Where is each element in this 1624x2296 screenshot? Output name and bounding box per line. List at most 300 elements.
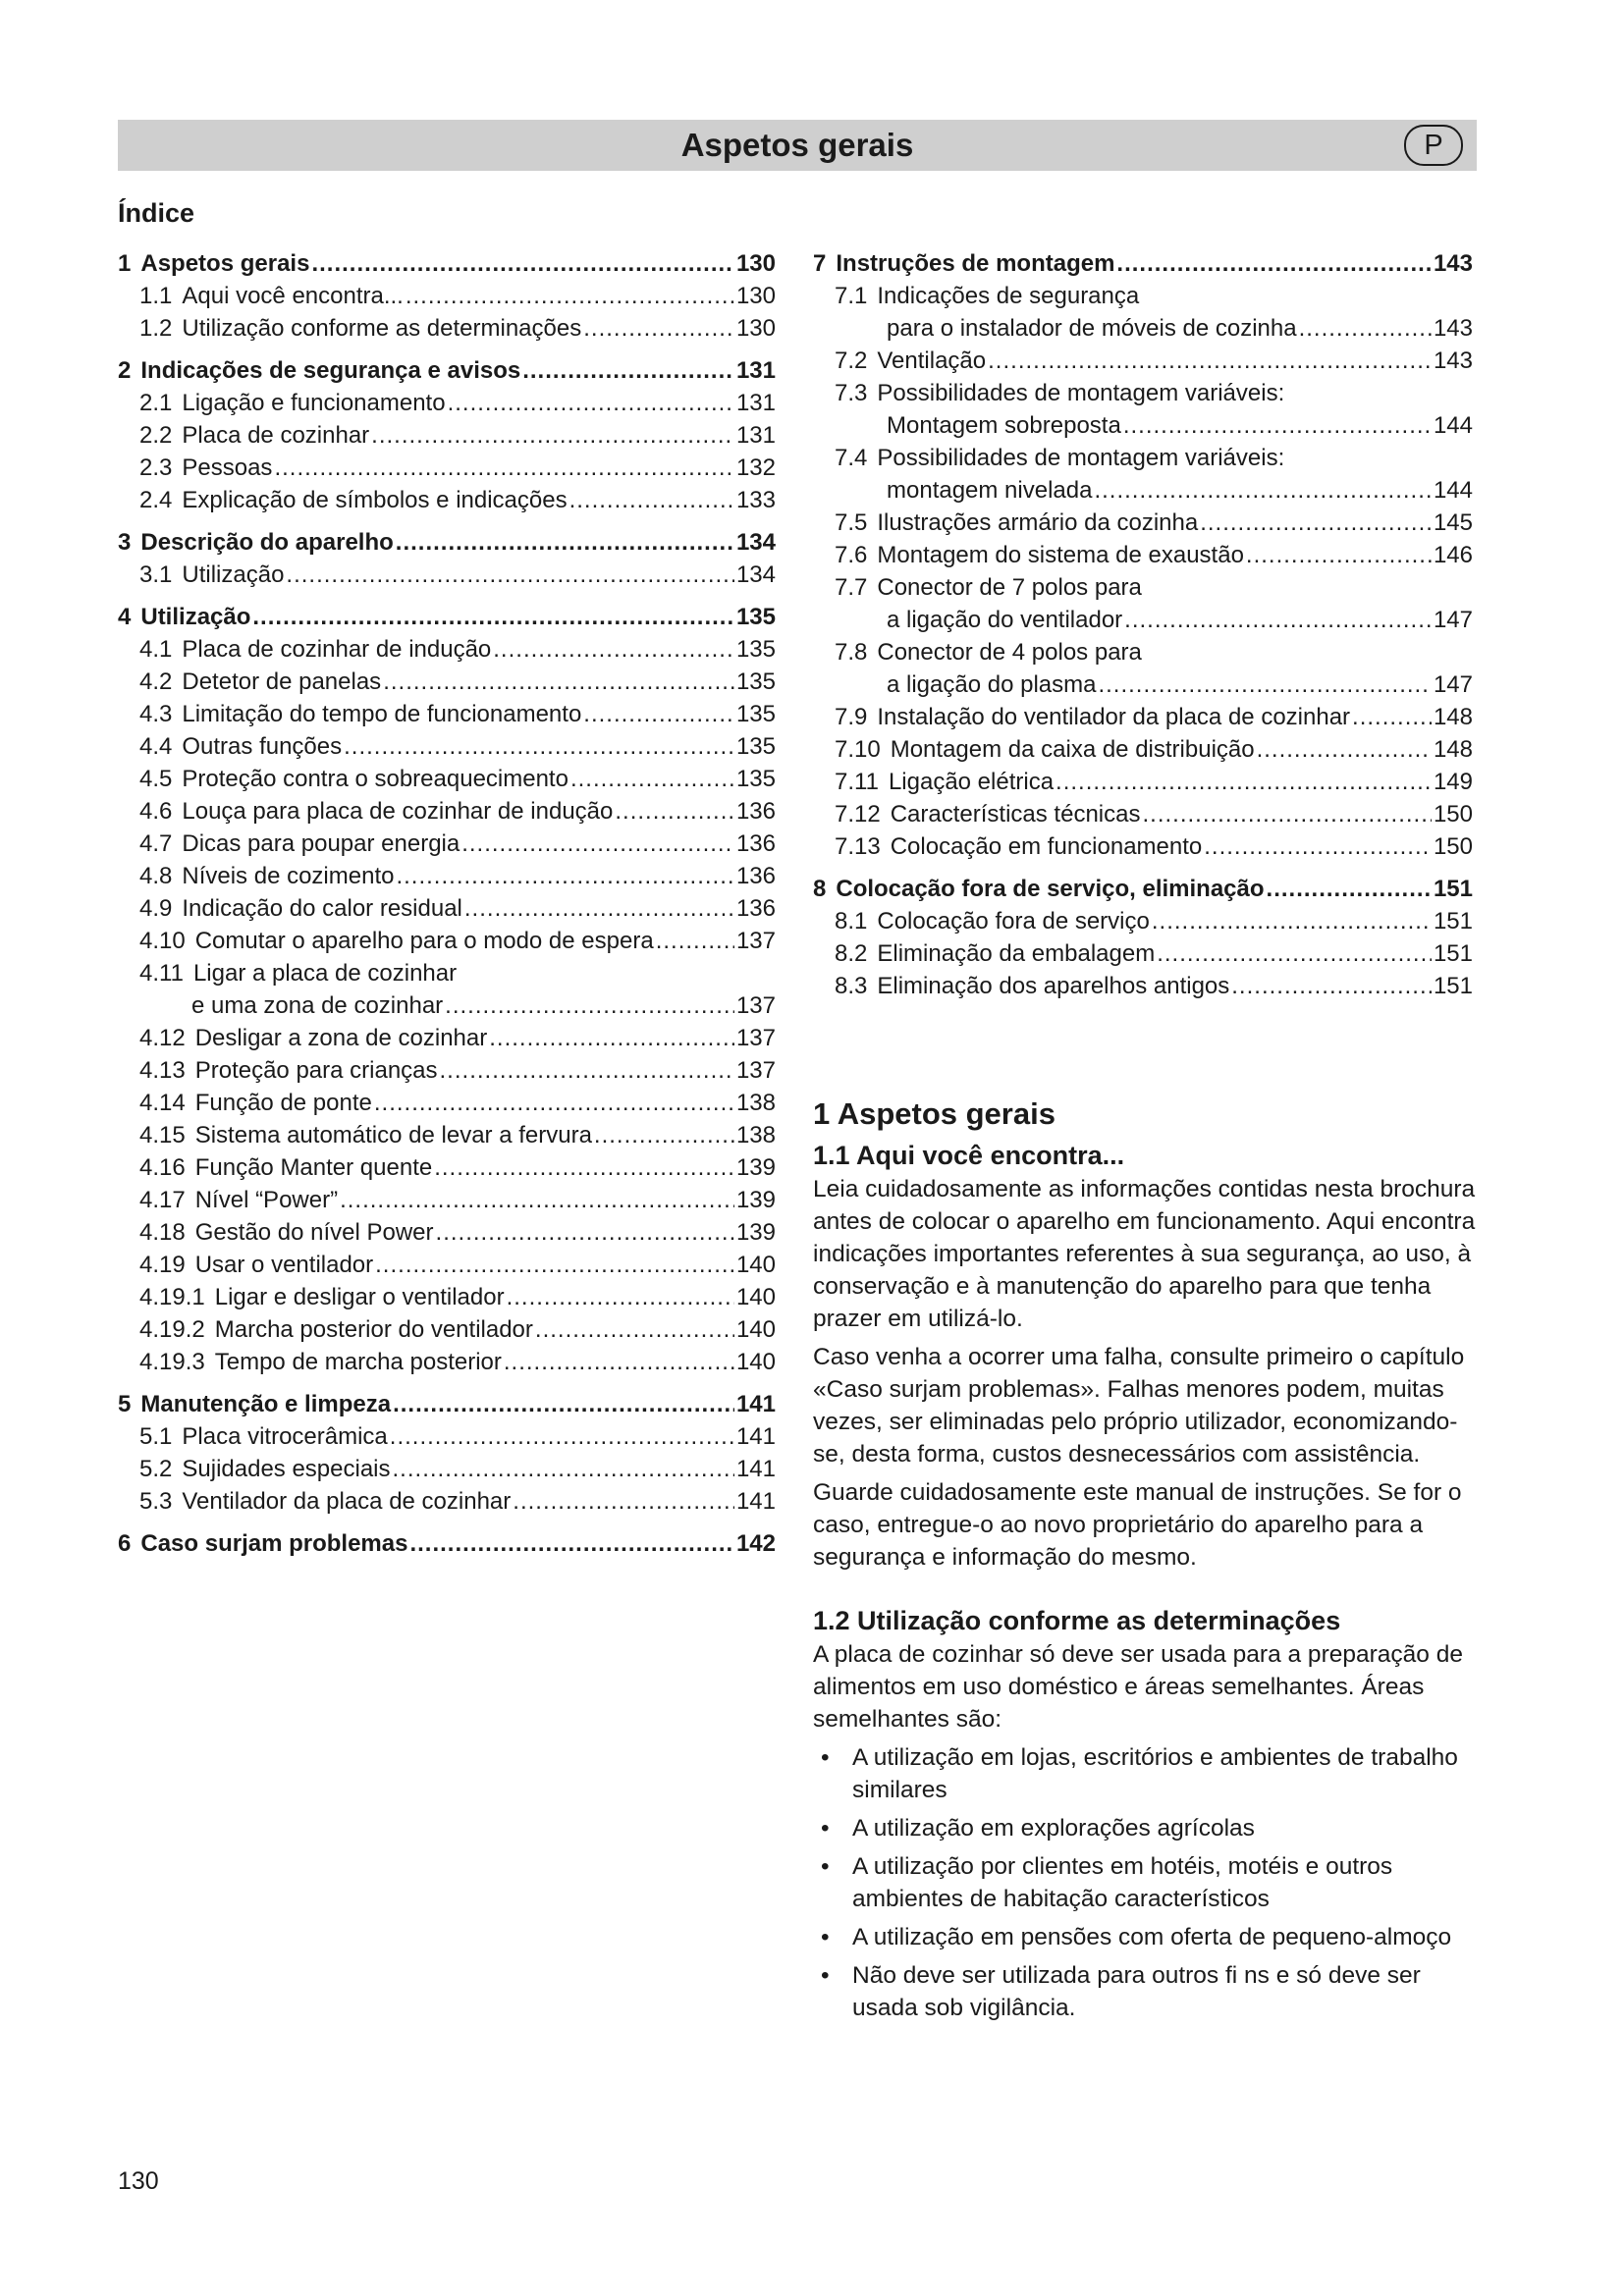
toc-number: 2.1 [139,390,173,416]
toc-entry[interactable] [118,526,776,559]
toc-label: Placa de cozinhar de indução [182,636,492,663]
toc-number: 4.5 [139,766,173,792]
toc-entry[interactable] [813,970,1473,1002]
toc-page: 141 [735,1423,776,1450]
toc-page: 130 [735,315,776,342]
toc-page: 148 [1433,704,1473,730]
toc-label: Indicações de segurança e avisos [140,357,521,384]
toc-number: 3.1 [139,561,173,588]
toc-number: 7.8 [835,639,868,666]
toc-entry[interactable] [118,559,776,591]
toc-number: 4.2 [139,668,173,695]
toc-label: Utilização [140,604,251,630]
toc-page: 143 [1433,250,1473,277]
toc-leader [436,1216,734,1249]
toc-label: Função Manter quente [194,1154,433,1181]
toc-number: 7.11 [835,769,879,795]
toc-leader [504,1346,734,1378]
toc-label: Indicação do calor residual [182,895,462,922]
toc-label: Tempo de marcha posterior [214,1349,502,1375]
toc-number: 8.2 [835,940,868,967]
toc-label: Conector de 4 polos para [877,639,1142,666]
toc-leader [396,526,734,559]
toc-number: 4.16 [139,1154,186,1181]
toc-number: 4.9 [139,895,173,922]
toc-leader [513,1485,734,1518]
toc-leader [1200,507,1432,539]
toc-page: 144 [1433,412,1473,439]
bullet-list [813,1741,1481,2024]
toc-leader [522,354,734,387]
toc-label: Ligação e funcionamento [182,390,446,416]
toc-label: Ligação elétrica [888,769,1055,795]
toc-entry-continuation[interactable] [813,668,1473,701]
toc-entry[interactable] [118,633,776,666]
toc-number: 4.19.3 [139,1349,205,1375]
toc-label: Usar o ventilador [194,1252,374,1278]
toc-page: 135 [735,701,776,727]
toc-entry[interactable] [118,1485,776,1518]
toc-label: Conector de 7 polos para [877,574,1142,601]
paragraph: Guarde cuidadosamente este manual de instruções. Se for o caso, entregue-o ao novo proprietário do aparelho para a segurança e informação do mesmo. [813,1479,1462,1571]
toc-label: Indicações de segurança [877,283,1140,309]
toc-label: Possibilidades de montagem variáveis: [877,380,1285,406]
toc-label: Explicação de símbolos e indicações [182,487,568,513]
toc-page: 139 [735,1219,776,1246]
bullet-item: • A utilização por clientes em hotéis, motéis e outros ambientes de habitação característicos [813,1850,1481,1915]
toc-leader [371,419,734,452]
toc-page: 137 [735,1057,776,1084]
toc-label: Placa vitrocerâmica [182,1423,388,1450]
toc-page: 151 [1433,876,1473,902]
toc-entry[interactable] [118,1216,776,1249]
toc-label: Proteção contra o sobreaquecimento [182,766,568,792]
toc-entry[interactable] [118,860,776,892]
toc-number: 5.1 [139,1423,173,1450]
toc-entry[interactable] [118,1453,776,1485]
toc-label: Gestão do nível Power [194,1219,434,1246]
toc-entry[interactable] [813,636,1473,668]
toc-leader [383,666,734,698]
toc-entry[interactable] [813,905,1473,937]
toc-label: Comutar o aparelho para o modo de espera [194,928,654,954]
toc-entry[interactable] [813,937,1473,970]
toc-number: 2.4 [139,487,173,513]
toc-leader [1299,312,1432,345]
toc-page: 131 [735,390,776,416]
toc-page: 150 [1433,801,1473,828]
page-number: 130 [118,2167,159,2195]
toc-leader [393,1453,734,1485]
toc-label: Ilustrações armário da cozinha [877,509,1199,536]
toc-page: 145 [1433,509,1473,536]
toc-number: 4.14 [139,1090,186,1116]
toc-page: 142 [735,1530,776,1557]
toc-entry[interactable] [813,507,1473,539]
toc-label: Sistema automático de levar a fervura [194,1122,592,1148]
bullet-item: • A utilização em pensões com oferta de pequeno-almoço [813,1921,1481,1953]
toc-number: 8.1 [835,908,868,934]
toc-number: 4.19.2 [139,1316,205,1343]
toc-leader [1142,798,1431,830]
toc-page: 134 [735,561,776,588]
toc-leader [409,1527,733,1560]
toc-page: 137 [735,992,776,1019]
toc-page: 151 [1433,940,1473,967]
toc-leader [583,698,734,730]
bullet-item: • A utilização em lojas, escritórios e ambientes de trabalho similares [813,1741,1481,1806]
toc-page: 131 [735,422,776,449]
toc-page: 135 [735,766,776,792]
toc-label: montagem nivelada [887,477,1093,504]
toc-label: Manutenção e limpeza [140,1391,392,1417]
language-badge: P [1404,125,1463,166]
toc-entry[interactable] [118,1313,776,1346]
toc-number: 4.13 [139,1057,186,1084]
toc-page: 147 [1433,671,1473,698]
toc-leader [594,1119,734,1151]
toc-leader [1246,539,1432,571]
toc-label: Função de ponte [194,1090,372,1116]
bullet-item: • Não deve ser utilizada para outros fi ns e só deve ser usada sob vigilância. [813,1959,1481,2024]
toc-label: Ventilador da placa de cozinhar [182,1488,512,1515]
toc-page: 135 [735,604,776,630]
index-title: Índice [118,198,195,228]
toc-label: Utilização [182,561,285,588]
toc-leader [1123,409,1432,442]
toc-entry[interactable] [118,1151,776,1184]
toc-label: Instruções de montagem [836,250,1115,277]
toc-entry[interactable] [118,1527,776,1560]
toc-page: 138 [735,1122,776,1148]
toc-label: Aqui você encontra... [182,283,404,309]
toc-number: 7.10 [835,736,881,763]
toc-page: 150 [1433,833,1473,860]
toc-entry[interactable] [118,354,776,387]
toc-entry[interactable] [118,387,776,419]
toc-page: 151 [1433,973,1473,999]
toc-page: 140 [735,1349,776,1375]
toc-entry[interactable] [118,1054,776,1087]
toc-page: 135 [735,668,776,695]
toc-page: 140 [735,1316,776,1343]
toc-label: Placa de cozinhar [182,422,370,449]
toc-number: 4 [118,604,132,630]
toc-leader [1098,668,1431,701]
toc-number: 7.3 [835,380,868,406]
paragraph: A placa de cozinhar só deve ser usada para a preparação de alimentos em uso doméstico e áreas semelhantes. Áreas semelhantes são: [813,1641,1463,1733]
toc-entry[interactable] [118,312,776,345]
toc-label: Ligar a placa de cozinhar [192,960,458,987]
toc-leader [445,989,734,1022]
toc-leader [1094,474,1431,507]
paragraph: Leia cuidadosamente as informações contidas nesta brochura antes de colocar o aparelho em funcionamento. Aqui encontra indicações importantes referentes à sua segurança, ao uso, à conservação e à manutenção do aparelho para que tenha prazer em utilizá-lo. [813,1176,1476,1332]
toc-number: 4.19.1 [139,1284,205,1310]
toc-entry[interactable] [118,452,776,484]
toc-leader [461,828,734,860]
toc-page: 136 [735,895,776,922]
toc-leader [1267,873,1432,905]
toc-right-column [813,247,1473,1002]
toc-label: para o instalador de móveis de cozinha [887,315,1297,342]
toc-entry-continuation[interactable] [813,409,1473,442]
toc-leader [988,345,1432,377]
toc-leader [406,280,734,312]
toc-number: 4.7 [139,830,173,857]
toc-entry[interactable] [813,280,1473,312]
toc-entry[interactable] [118,957,776,989]
toc-number: 5.2 [139,1456,173,1482]
toc-page: 141 [735,1391,776,1417]
toc-number: 4.11 [139,960,184,987]
toc-page: 130 [735,283,776,309]
header-bar [118,120,1477,171]
toc-entry[interactable] [118,828,776,860]
toc-number: 4.15 [139,1122,186,1148]
toc-label: Ligar e desligar o ventilador [214,1284,505,1310]
toc-leader [1124,604,1432,636]
toc-number: 4.19 [139,1252,186,1278]
toc-leader [434,1151,734,1184]
toc-entry[interactable] [813,539,1473,571]
toc-number: 1.1 [139,283,173,309]
toc-label: Marcha posterior do ventilador [214,1316,533,1343]
toc-leader [286,559,734,591]
toc-number: 1 [118,250,132,277]
toc-label: Aspetos gerais [140,250,310,277]
toc-entry[interactable] [118,763,776,795]
toc-entry[interactable] [118,1087,776,1119]
toc-leader [274,452,734,484]
toc-label: Desligar a zona de cozinhar [194,1025,488,1051]
toc-number: 7.2 [835,347,868,374]
toc-entry[interactable] [118,698,776,730]
toc-leader [570,763,734,795]
toc-label: e uma zona de cozinhar [191,992,444,1019]
toc-entry[interactable] [118,1249,776,1281]
toc-entry[interactable] [813,766,1473,798]
toc-entry[interactable] [813,873,1473,905]
toc-leader [1056,766,1432,798]
toc-entry[interactable] [813,798,1473,830]
toc-number: 4.6 [139,798,173,825]
toc-page: 148 [1433,736,1473,763]
subsection-heading-1-1: 1.1 Aqui você encontra... [813,1141,1125,1170]
toc-entry[interactable] [118,666,776,698]
toc-label: a ligação do plasma [887,671,1097,698]
toc-label: Caso surjam problemas [140,1530,408,1557]
toc-entry[interactable] [118,484,776,516]
toc-label: Colocação em funcionamento [890,833,1203,860]
toc-number: 7.1 [835,283,868,309]
toc-number: 4.12 [139,1025,186,1051]
toc-page: 135 [735,733,776,760]
toc-number: 2 [118,357,132,384]
toc-entry[interactable] [118,1420,776,1453]
toc-entry[interactable] [813,345,1473,377]
toc-entry[interactable] [813,733,1473,766]
toc-entry[interactable] [813,247,1473,280]
toc-number: 6 [118,1530,132,1557]
toc-entry[interactable] [118,601,776,633]
toc-leader [1152,905,1432,937]
toc-entry[interactable] [813,830,1473,863]
toc-label: Proteção para crianças [194,1057,438,1084]
toc-leader [1257,733,1432,766]
toc-label: Eliminação dos aparelhos antigos [877,973,1230,999]
toc-label: Níveis de cozimento [182,863,395,889]
toc-entry[interactable] [813,377,1473,409]
toc-leader [375,1249,734,1281]
toc-leader [448,387,734,419]
toc-page: 135 [735,636,776,663]
toc-page: 140 [735,1252,776,1278]
toc-leader [535,1313,734,1346]
toc-page: 144 [1433,477,1473,504]
toc-entry[interactable] [118,1119,776,1151]
toc-label: Montagem da caixa de distribuição [890,736,1255,763]
toc-number: 2.3 [139,454,173,481]
toc-number: 4.18 [139,1219,186,1246]
toc-page: 136 [735,798,776,825]
toc-leader [1204,830,1432,863]
toc-entry[interactable] [118,247,776,280]
toc-number: 7.12 [835,801,881,828]
toc-page: 139 [735,1187,776,1213]
toc-leader [1157,937,1432,970]
toc-page: 149 [1433,769,1473,795]
toc-label: Pessoas [182,454,273,481]
toc-number: 7.9 [835,704,868,730]
toc-page: 136 [735,863,776,889]
toc-label: Louça para placa de cozinhar de indução [182,798,614,825]
toc-number: 8.3 [835,973,868,999]
toc-leader [493,633,734,666]
toc-leader [583,312,734,345]
toc-page: 151 [1433,908,1473,934]
toc-label: Colocação fora de serviço [877,908,1150,934]
toc-leader [252,601,734,633]
toc-number: 3 [118,529,132,556]
toc-entry[interactable] [813,701,1473,733]
toc-page: 137 [735,1025,776,1051]
toc-number: 2.2 [139,422,173,449]
toc-number: 4.4 [139,733,173,760]
toc-number: 7.5 [835,509,868,536]
toc-label: Ventilação [877,347,987,374]
toc-page: 134 [735,529,776,556]
toc-entry[interactable] [118,1281,776,1313]
toc-entry[interactable] [118,1346,776,1378]
toc-leader [440,1054,734,1087]
toc-entry[interactable] [118,1388,776,1420]
toc-label: Eliminação da embalagem [877,940,1156,967]
toc-label: Possibilidades de montagem variáveis: [877,445,1285,471]
toc-entry[interactable] [118,730,776,763]
toc-label: Nível “Power” [194,1187,339,1213]
toc-label: a ligação do ventilador [887,607,1123,633]
toc-number: 7 [813,250,827,277]
toc-leader [489,1022,734,1054]
toc-number: 8 [813,876,827,902]
toc-leader [656,925,734,957]
toc-entry[interactable] [813,442,1473,474]
toc-entry[interactable] [118,925,776,957]
toc-label: Limitação do tempo de funcionamento [182,701,582,727]
paragraph: Caso venha a ocorrer uma falha, consulte primeiro o capítulo «Caso surjam problemas». Falhas menores podem, muitas vezes, ser eliminadas pelo próprio utilizador, economizando-se, desta forma, custos desnecessários com assistência. [813,1344,1465,1468]
toc-number: 4.8 [139,863,173,889]
toc-page: 143 [1433,347,1473,374]
toc-number: 7.6 [835,542,868,568]
toc-number: 5.3 [139,1488,173,1515]
toc-page: 136 [735,830,776,857]
section-heading: 1 Aspetos gerais [813,1096,1056,1131]
toc-label: Outras funções [182,733,343,760]
toc-leader [374,1087,734,1119]
toc-number: 7.7 [835,574,868,601]
toc-leader [464,892,734,925]
toc-page: 140 [735,1284,776,1310]
toc-entry[interactable] [118,795,776,828]
subsection-heading-1-2: 1.2 Utilização conforme as determinações [813,1606,1341,1635]
toc-number: 5 [118,1391,132,1417]
toc-label: Utilização conforme as determinações [182,315,582,342]
toc-label: Características técnicas [890,801,1141,828]
toc-label: Montagem sobreposta [887,412,1121,439]
toc-page: 133 [735,487,776,513]
toc-entry-continuation[interactable] [118,989,776,1022]
toc-number: 7.4 [835,445,868,471]
toc-leader [1116,247,1432,280]
toc-number: 4.3 [139,701,173,727]
section-aspetos-gerais [813,1095,1481,2030]
toc-leader [393,1388,734,1420]
toc-entry-continuation[interactable] [813,312,1473,345]
toc-leader [311,247,734,280]
toc-page: 146 [1433,542,1473,568]
toc-leader [1231,970,1432,1002]
toc-entry[interactable] [118,892,776,925]
toc-number: 4.10 [139,928,186,954]
toc-page: 138 [735,1090,776,1116]
toc-page: 131 [735,357,776,384]
toc-label: Descrição do aparelho [140,529,394,556]
toc-label: Montagem do sistema de exaustão [877,542,1244,568]
toc-page: 137 [735,928,776,954]
toc-number: 4.17 [139,1187,186,1213]
toc-leader [1352,701,1432,733]
toc-page: 130 [735,250,776,277]
toc-entry[interactable] [118,1022,776,1054]
toc-page: 139 [735,1154,776,1181]
toc-leader [344,730,734,763]
toc-entry[interactable] [813,571,1473,604]
toc-left-column [118,247,776,1560]
toc-leader [507,1281,734,1313]
toc-label: Colocação fora de serviço, eliminação [836,876,1265,902]
toc-label: Detetor de panelas [182,668,382,695]
toc-entry[interactable] [118,1184,776,1216]
toc-entry[interactable] [118,280,776,312]
toc-leader [390,1420,734,1453]
toc-page: 143 [1433,315,1473,342]
toc-label: Dicas para poupar energia [182,830,460,857]
toc-page: 147 [1433,607,1473,633]
toc-entry-continuation[interactable] [813,474,1473,507]
toc-page: 132 [735,454,776,481]
toc-entry[interactable] [118,419,776,452]
toc-entry-continuation[interactable] [813,604,1473,636]
